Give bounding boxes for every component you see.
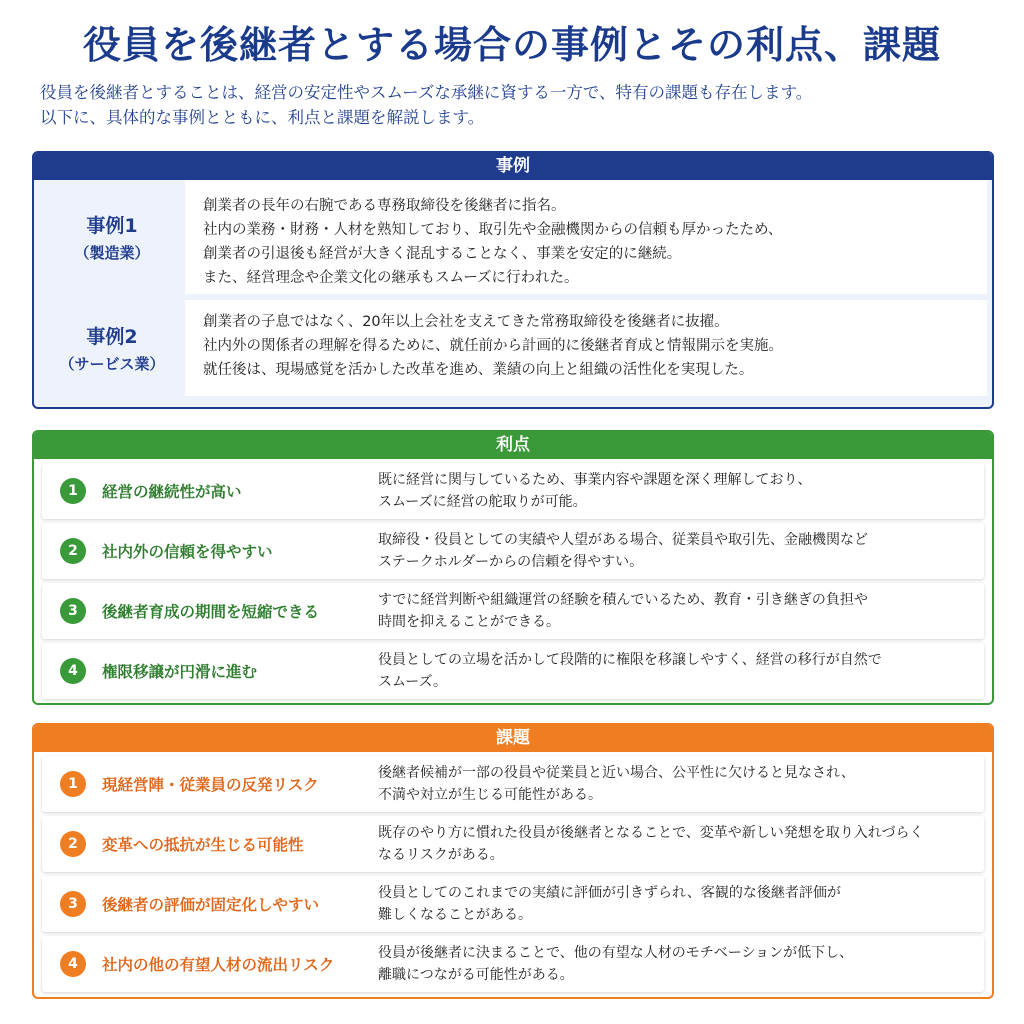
benefit-title: 社内外の信頼を得やすい xyxy=(102,543,273,561)
benefit-item xyxy=(42,643,984,699)
benefit-line: 役員としての立場を活かして段階的に権限を移譲しやすく、経営の移行が自然で xyxy=(378,652,882,668)
case-line: 創業者の長年の右腕である専務取締役を後継者に指名。 xyxy=(203,198,566,214)
benefit-line: スムーズ。 xyxy=(378,674,448,690)
case-line: 就任後は、現場感覚を活かした改革を進め、業績の向上と組織の活性化を実現した。 xyxy=(203,362,754,378)
number-badge-icon: 1 xyxy=(60,478,86,504)
case-number: 事例2 xyxy=(86,326,138,348)
benefit-item xyxy=(42,523,984,579)
benefit-item xyxy=(42,583,984,639)
number-badge-icon: 2 xyxy=(60,831,86,857)
issues-section xyxy=(32,723,994,999)
case-industry: （サービス業） xyxy=(59,355,165,373)
benefit-description xyxy=(372,469,984,513)
benefit-line: 時間を抑えることができる。 xyxy=(378,614,560,630)
benefit-item xyxy=(42,463,984,519)
benefit-line: 取締役・役員としての実績や人望がある場合、従業員や取引先、金融機関など xyxy=(378,532,868,548)
issue-description xyxy=(372,942,984,986)
benefits-heading: 利点 xyxy=(34,432,992,459)
issue-description xyxy=(372,822,984,866)
benefit-line: 既に経営に関与しているため、事業内容や課題を深く理解しており、 xyxy=(378,472,812,488)
benefits-section xyxy=(32,430,994,705)
benefit-description xyxy=(372,589,984,633)
issue-item xyxy=(42,936,984,992)
benefit-line: スムーズに経営の舵取りが可能。 xyxy=(378,494,587,510)
number-badge-icon: 4 xyxy=(60,951,86,977)
issue-line: 既存のやり方に慣れた役員が後継者となることで、変革や新しい発想を取り入れづらく xyxy=(378,825,924,841)
cases-section xyxy=(32,151,994,409)
issue-item xyxy=(42,816,984,872)
number-badge-icon: 2 xyxy=(60,538,86,564)
benefits-list xyxy=(34,459,992,703)
issues-heading: 課題 xyxy=(34,725,992,752)
case-line: また、経営理念や企業文化の継承もスムーズに行われた。 xyxy=(203,270,579,286)
case-line: 創業者の子息ではなく、20年以上会社を支えてきた常務取締役を後継者に抜擢。 xyxy=(203,314,729,330)
issue-title: 変革への抵抗が生じる可能性 xyxy=(102,836,304,854)
cases-heading: 事例 xyxy=(34,153,992,180)
issue-description xyxy=(372,762,984,806)
benefit-line: ステークホルダーからの信頼を得やすい。 xyxy=(378,554,644,570)
number-badge-icon: 1 xyxy=(60,771,86,797)
issue-line: なるリスクがある。 xyxy=(378,847,504,863)
case-industry: （製造業） xyxy=(74,244,150,262)
intro-line: 以下に、具体的な事例とともに、利点と課題を解説します。 xyxy=(40,108,485,127)
benefit-description xyxy=(372,649,984,693)
issue-line: 離職につながる可能性がある。 xyxy=(378,967,574,983)
benefit-title: 権限移譲が円滑に進む xyxy=(102,663,258,681)
benefit-title: 後継者育成の期間を短縮できる xyxy=(102,603,320,621)
issue-line: 役員が後継者に決まることで、他の有望な人材のモチベーションが低下し、 xyxy=(378,945,854,961)
issue-line: 不満や対立が生じる可能性がある。 xyxy=(378,787,602,803)
issue-title: 後継者の評価が固定化しやすい xyxy=(102,896,320,914)
case-line: 社内外の関係者の理解を得るために、就任前から計画的に後継者育成と情報開示を実施。 xyxy=(203,338,783,354)
case-label xyxy=(39,300,185,396)
issue-line: 難しくなることがある。 xyxy=(378,907,532,923)
intro-line: 役員を後継者とすることは、経営の安定性やスムーズな承継に資する一方で、特有の課題も存在します。 xyxy=(40,83,813,102)
issue-line: 後継者候補が一部の役員や従業員と近い場合、公平性に欠けると見なされ、 xyxy=(378,765,855,781)
issues-list xyxy=(34,752,992,996)
case-description xyxy=(185,180,987,294)
case-line: 創業者の引退後も経営が大きく混乱することなく、事業を安定的に継続。 xyxy=(203,246,682,262)
case-line: 社内の業務・財務・人材を熟知しており、取引先や金融機関からの信頼も厚かったため、 xyxy=(203,222,783,238)
page-title: 役員を後継者とする場合の事例とその利点、課題 xyxy=(82,23,941,67)
case-row xyxy=(39,180,987,294)
benefit-title: 経営の継続性が高い xyxy=(102,483,242,501)
benefit-description xyxy=(372,529,984,573)
intro-text xyxy=(40,80,990,130)
issue-line: 役員としてのこれまでの実績に評価が引きずられ、客観的な後継者評価が xyxy=(378,885,841,901)
benefit-line: すでに経営判断や組織運営の経験を積んでいるため、教育・引き継ぎの負担や xyxy=(378,592,868,608)
case-label xyxy=(39,180,185,294)
issue-description xyxy=(372,882,984,926)
number-badge-icon: 3 xyxy=(60,891,86,917)
issue-title: 現経営陣・従業員の反発リスク xyxy=(102,776,319,794)
issue-item xyxy=(42,756,984,812)
number-badge-icon: 3 xyxy=(60,598,86,624)
number-badge-icon: 4 xyxy=(60,658,86,684)
issue-item xyxy=(42,876,984,932)
case-row xyxy=(39,300,987,396)
case-description xyxy=(185,300,987,396)
case-number: 事例1 xyxy=(86,215,138,237)
issue-title: 社内の他の有望人材の流出リスク xyxy=(102,956,335,974)
